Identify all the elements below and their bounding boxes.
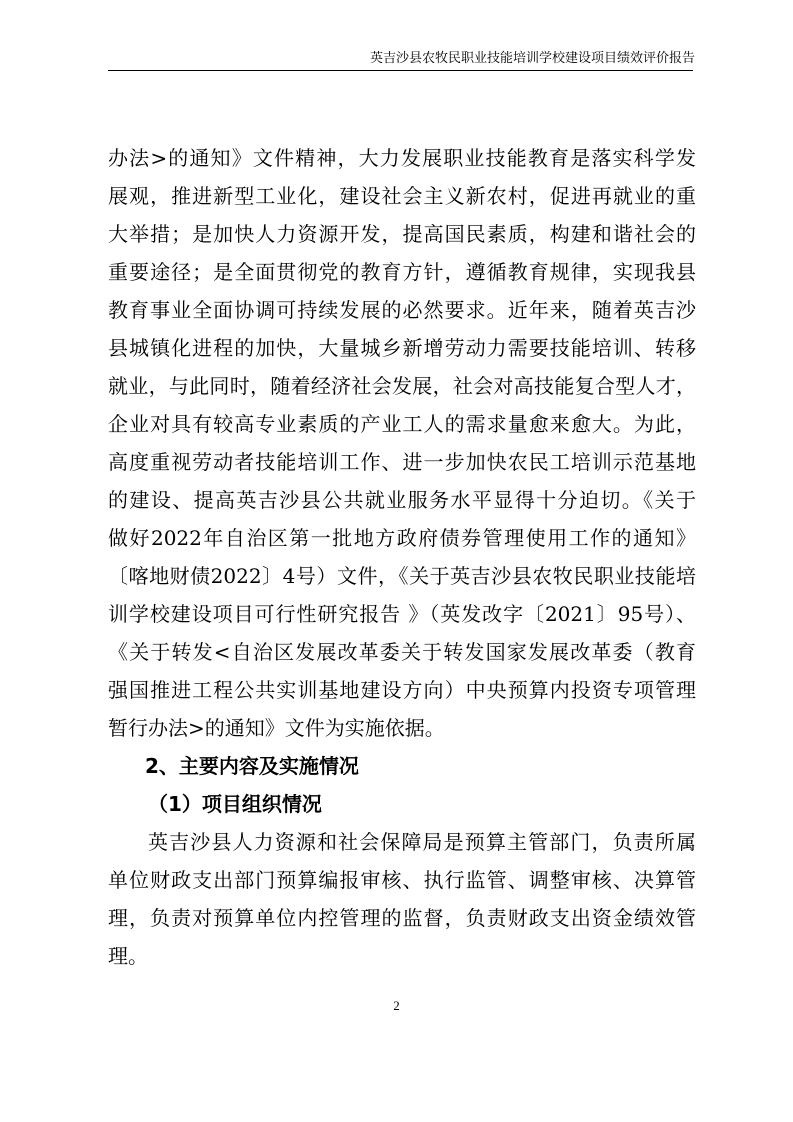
- subsection-heading: （1）项目组织情况: [148, 792, 322, 816]
- paragraph-1: [108, 139, 696, 747]
- text-line: 办法>的通知》文件精神，大力发展职业技能教育是落实科学发: [108, 146, 696, 170]
- paragraph-2: [108, 823, 696, 975]
- text-line: 《关于转发<自治区发展改革委关于转发国家发展改革委（教育: [108, 640, 696, 664]
- page-number: 2: [393, 998, 400, 1013]
- text-line: 做好2022年自治区第一批地方政府债券管理使用工作的通知》: [108, 526, 696, 550]
- body-text: [108, 139, 696, 975]
- text-line: 就业，与此同时，随着经济社会发展，社会对高技能复合型人才，: [108, 374, 696, 398]
- text-line: 理，负责对预算单位内控管理的监督，负责财政支出资金绩效管: [108, 906, 696, 930]
- text-line: 高度重视劳动者技能培训工作、进一步加快农民工培训示范基地: [108, 450, 696, 474]
- text-line: 县城镇化进程的加快，大量城乡新增劳动力需要技能培训、转移: [108, 336, 696, 360]
- text-line: 英吉沙县人力资源和社会保障局是预算主管部门，负责所属: [148, 830, 696, 854]
- text-line: 训学校建设项目可行性研究报告 》（英发改字〔2021〕95号）、: [108, 602, 696, 626]
- section-heading: 2、主要内容及实施情况: [145, 754, 359, 778]
- text-line: 企业对具有较高专业素质的产业工人的需求量愈来愈大。为此，: [108, 412, 696, 436]
- text-line: 大举措；是加快人力资源开发，提高国民素质，构建和谐社会的: [108, 222, 696, 246]
- header-rule: [108, 70, 693, 71]
- text-line: 暂行办法>的通知》文件为实施依据。: [108, 716, 445, 740]
- text-line: 展观，推进新型工业化，建设社会主义新农村，促进再就业的重: [108, 184, 696, 208]
- text-line: 理。: [108, 944, 148, 968]
- text-line: 重要途径；是全面贯彻党的教育方针，遵循教育规律，实现我县: [108, 260, 696, 284]
- text-line: 的建设、提高英吉沙县公共就业服务水平显得十分迫切。《关于: [108, 488, 696, 512]
- text-line: 〔喀地财债2022〕4号）文件，《关于英吉沙县农牧民职业技能培: [108, 564, 696, 588]
- text-line: 教育事业全面协调可持续发展的必然要求。近年来，随着英吉沙: [108, 298, 696, 322]
- text-line: 强国推进工程公共实训基地建设方向）中央预算内投资专项管理: [108, 678, 696, 702]
- running-header: 英吉沙县农牧民职业技能培训学校建设项目绩效评价报告: [369, 51, 695, 66]
- text-line: 单位财政支出部门预算编报审核、执行监管、调整审核、决算管: [108, 868, 696, 892]
